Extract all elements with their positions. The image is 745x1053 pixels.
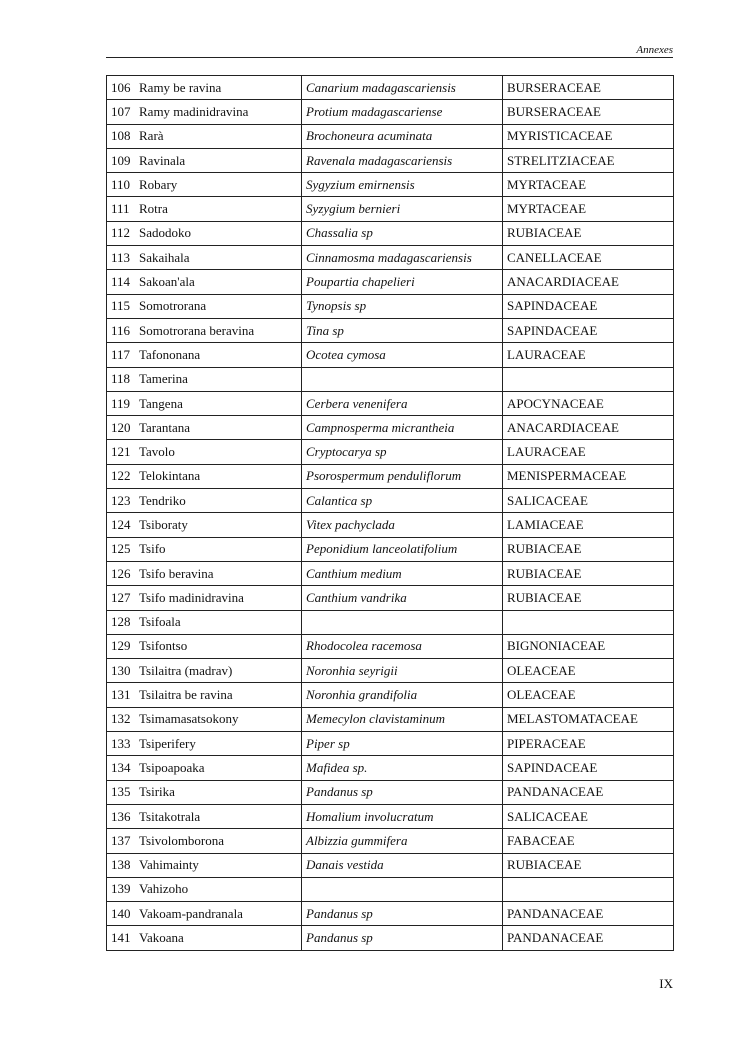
row-number: 122	[107, 464, 138, 488]
family-name: LAURACEAE	[503, 440, 674, 464]
vernacular-name: Tsitakotrala	[137, 804, 302, 828]
table-row	[107, 343, 674, 367]
vernacular-name: Tsifo beravina	[137, 561, 302, 585]
row-number: 111	[107, 197, 138, 221]
vernacular-name: Sadodoko	[137, 221, 302, 245]
scientific-name: Canthium vandrika	[302, 586, 503, 610]
table-row	[107, 610, 674, 634]
table-row	[107, 100, 674, 124]
family-name: SAPINDACEAE	[503, 318, 674, 342]
family-name: MYRTACEAE	[503, 173, 674, 197]
table-row	[107, 537, 674, 561]
vernacular-name: Rarà	[137, 124, 302, 148]
vernacular-name: Vahimainty	[137, 853, 302, 877]
family-name: SALICACEAE	[503, 804, 674, 828]
row-number: 109	[107, 148, 138, 172]
header-rule	[106, 57, 673, 58]
family-name	[503, 877, 674, 901]
vernacular-name: Tsiboraty	[137, 513, 302, 537]
row-number: 115	[107, 294, 138, 318]
row-number: 121	[107, 440, 138, 464]
family-name: RUBIACEAE	[503, 537, 674, 561]
scientific-name: Chassalia sp	[302, 221, 503, 245]
row-number: 136	[107, 804, 138, 828]
family-name: CANELLACEAE	[503, 246, 674, 270]
family-name: PANDANACEAE	[503, 902, 674, 926]
vernacular-name: Tsirika	[137, 780, 302, 804]
scientific-name: Ocotea cymosa	[302, 343, 503, 367]
row-number: 129	[107, 634, 138, 658]
scientific-name: Pandanus sp	[302, 926, 503, 950]
row-number: 113	[107, 246, 138, 270]
family-name: OLEACEAE	[503, 683, 674, 707]
family-name: ANACARDIACEAE	[503, 270, 674, 294]
row-number: 117	[107, 343, 138, 367]
vernacular-name: Tamerina	[137, 367, 302, 391]
vernacular-name: Vakoam-pandranala	[137, 902, 302, 926]
row-number: 131	[107, 683, 138, 707]
family-name: SAPINDACEAE	[503, 756, 674, 780]
table-row	[107, 853, 674, 877]
vernacular-name: Tsifo madinidravina	[137, 586, 302, 610]
vernacular-name: Tsifontso	[137, 634, 302, 658]
table-row	[107, 294, 674, 318]
scientific-name	[302, 610, 503, 634]
table-row	[107, 780, 674, 804]
table-row	[107, 683, 674, 707]
vernacular-name: Sakaihala	[137, 246, 302, 270]
table-row	[107, 926, 674, 950]
scientific-name: Canthium medium	[302, 561, 503, 585]
vernacular-name: Tendriko	[137, 489, 302, 513]
row-number: 124	[107, 513, 138, 537]
table-row	[107, 440, 674, 464]
row-number: 128	[107, 610, 138, 634]
row-number: 106	[107, 76, 138, 100]
table-row	[107, 489, 674, 513]
vernacular-name: Tsifo	[137, 537, 302, 561]
vernacular-name: Rotra	[137, 197, 302, 221]
table-row	[107, 76, 674, 100]
table-row	[107, 464, 674, 488]
family-name: PANDANACEAE	[503, 926, 674, 950]
vernacular-name: Tsilaitra (madrav)	[137, 659, 302, 683]
family-name: SAPINDACEAE	[503, 294, 674, 318]
row-number: 123	[107, 489, 138, 513]
row-number: 134	[107, 756, 138, 780]
table-row	[107, 756, 674, 780]
vernacular-name: Tavolo	[137, 440, 302, 464]
scientific-name: Mafidea sp.	[302, 756, 503, 780]
table-row	[107, 270, 674, 294]
table-row	[107, 391, 674, 415]
scientific-name	[302, 367, 503, 391]
family-name: PANDANACEAE	[503, 780, 674, 804]
scientific-name: Noronhia seyrigii	[302, 659, 503, 683]
table-row	[107, 173, 674, 197]
row-number: 107	[107, 100, 138, 124]
table-row	[107, 513, 674, 537]
row-number: 118	[107, 367, 138, 391]
family-name: MELASTOMATACEAE	[503, 707, 674, 731]
vernacular-name: Tangena	[137, 391, 302, 415]
table-row	[107, 634, 674, 658]
row-number: 135	[107, 780, 138, 804]
scientific-name: Psorospermum penduliflorum	[302, 464, 503, 488]
vernacular-name: Tsivolomborona	[137, 829, 302, 853]
species-table-body	[107, 76, 674, 951]
row-number: 108	[107, 124, 138, 148]
scientific-name: Homalium involucratum	[302, 804, 503, 828]
scientific-name: Rhodocolea racemosa	[302, 634, 503, 658]
table-row	[107, 561, 674, 585]
family-name: APOCYNACEAE	[503, 391, 674, 415]
vernacular-name: Tsimamasatsokony	[137, 707, 302, 731]
scientific-name: Cryptocarya sp	[302, 440, 503, 464]
row-number: 125	[107, 537, 138, 561]
page-number: IX	[659, 976, 673, 991]
table-row	[107, 732, 674, 756]
vernacular-name: Ramy be ravina	[137, 76, 302, 100]
table-row	[107, 246, 674, 270]
table-row	[107, 804, 674, 828]
scientific-name: Piper sp	[302, 732, 503, 756]
vernacular-name: Sakoan'ala	[137, 270, 302, 294]
scientific-name: Vitex pachyclada	[302, 513, 503, 537]
scientific-name: Peponidium lanceolatifolium	[302, 537, 503, 561]
vernacular-name: Tsipoapoaka	[137, 756, 302, 780]
row-number: 138	[107, 853, 138, 877]
family-name: BURSERACEAE	[503, 100, 674, 124]
family-name: SALICACEAE	[503, 489, 674, 513]
vernacular-name: Robary	[137, 173, 302, 197]
scientific-name: Ravenala madagascariensis	[302, 148, 503, 172]
vernacular-name: Tsilaitra be ravina	[137, 683, 302, 707]
scientific-name: Poupartia chapelieri	[302, 270, 503, 294]
family-name: MYRISTICACEAE	[503, 124, 674, 148]
row-number: 139	[107, 877, 138, 901]
vernacular-name: Tarantana	[137, 416, 302, 440]
family-name	[503, 367, 674, 391]
vernacular-name: Ravinala	[137, 148, 302, 172]
section-label: Annexes	[636, 44, 673, 56]
vernacular-name: Ramy madinidravina	[137, 100, 302, 124]
scientific-name: Canarium madagascariensis	[302, 76, 503, 100]
scientific-name: Tina sp	[302, 318, 503, 342]
family-name: RUBIACEAE	[503, 221, 674, 245]
family-name: LAMIACEAE	[503, 513, 674, 537]
scientific-name: Protium madagascariense	[302, 100, 503, 124]
table-row	[107, 586, 674, 610]
row-number: 127	[107, 586, 138, 610]
family-name	[503, 610, 674, 634]
row-number: 114	[107, 270, 138, 294]
row-number: 120	[107, 416, 138, 440]
row-number: 126	[107, 561, 138, 585]
family-name: ANACARDIACEAE	[503, 416, 674, 440]
table-row	[107, 367, 674, 391]
scientific-name: Sygyzium emirnensis	[302, 173, 503, 197]
table-row	[107, 877, 674, 901]
row-number: 116	[107, 318, 138, 342]
table-row	[107, 221, 674, 245]
vernacular-name: Tafononana	[137, 343, 302, 367]
table-row	[107, 902, 674, 926]
vernacular-name: Somotrorana	[137, 294, 302, 318]
family-name: MENISPERMACEAE	[503, 464, 674, 488]
family-name: RUBIACEAE	[503, 586, 674, 610]
scientific-name	[302, 877, 503, 901]
scientific-name: Memecylon clavistaminum	[302, 707, 503, 731]
vernacular-name: Somotrorana beravina	[137, 318, 302, 342]
family-name: BIGNONIACEAE	[503, 634, 674, 658]
row-number: 112	[107, 221, 138, 245]
table-row	[107, 416, 674, 440]
vernacular-name: Vahizoho	[137, 877, 302, 901]
scientific-name: Tynopsis sp	[302, 294, 503, 318]
row-number: 140	[107, 902, 138, 926]
table-row	[107, 197, 674, 221]
family-name: FABACEAE	[503, 829, 674, 853]
table-row	[107, 659, 674, 683]
scientific-name: Calantica sp	[302, 489, 503, 513]
scientific-name: Noronhia grandifolia	[302, 683, 503, 707]
table-row	[107, 318, 674, 342]
family-name: OLEACEAE	[503, 659, 674, 683]
scientific-name: Campnosperma micrantheia	[302, 416, 503, 440]
scientific-name: Syzygium bernieri	[302, 197, 503, 221]
vernacular-name: Vakoana	[137, 926, 302, 950]
row-number: 110	[107, 173, 138, 197]
row-number: 130	[107, 659, 138, 683]
family-name: RUBIACEAE	[503, 853, 674, 877]
table-row	[107, 148, 674, 172]
family-name: BURSERACEAE	[503, 76, 674, 100]
family-name: MYRTACEAE	[503, 197, 674, 221]
row-number: 133	[107, 732, 138, 756]
row-number: 137	[107, 829, 138, 853]
scientific-name: Albizzia gummifera	[302, 829, 503, 853]
table-row	[107, 829, 674, 853]
family-name: RUBIACEAE	[503, 561, 674, 585]
row-number: 141	[107, 926, 138, 950]
vernacular-name: Tsifoala	[137, 610, 302, 634]
vernacular-name: Tsiperifery	[137, 732, 302, 756]
table-row	[107, 124, 674, 148]
vernacular-name: Telokintana	[137, 464, 302, 488]
species-table	[106, 75, 674, 951]
table-row	[107, 707, 674, 731]
scientific-name: Pandanus sp	[302, 902, 503, 926]
scientific-name: Danais vestida	[302, 853, 503, 877]
scientific-name: Brochoneura acuminata	[302, 124, 503, 148]
scientific-name: Pandanus sp	[302, 780, 503, 804]
family-name: LAURACEAE	[503, 343, 674, 367]
family-name: STRELITZIACEAE	[503, 148, 674, 172]
scientific-name: Cerbera venenifera	[302, 391, 503, 415]
scientific-name: Cinnamosma madagascariensis	[302, 246, 503, 270]
family-name: PIPERACEAE	[503, 732, 674, 756]
row-number: 132	[107, 707, 138, 731]
row-number: 119	[107, 391, 138, 415]
